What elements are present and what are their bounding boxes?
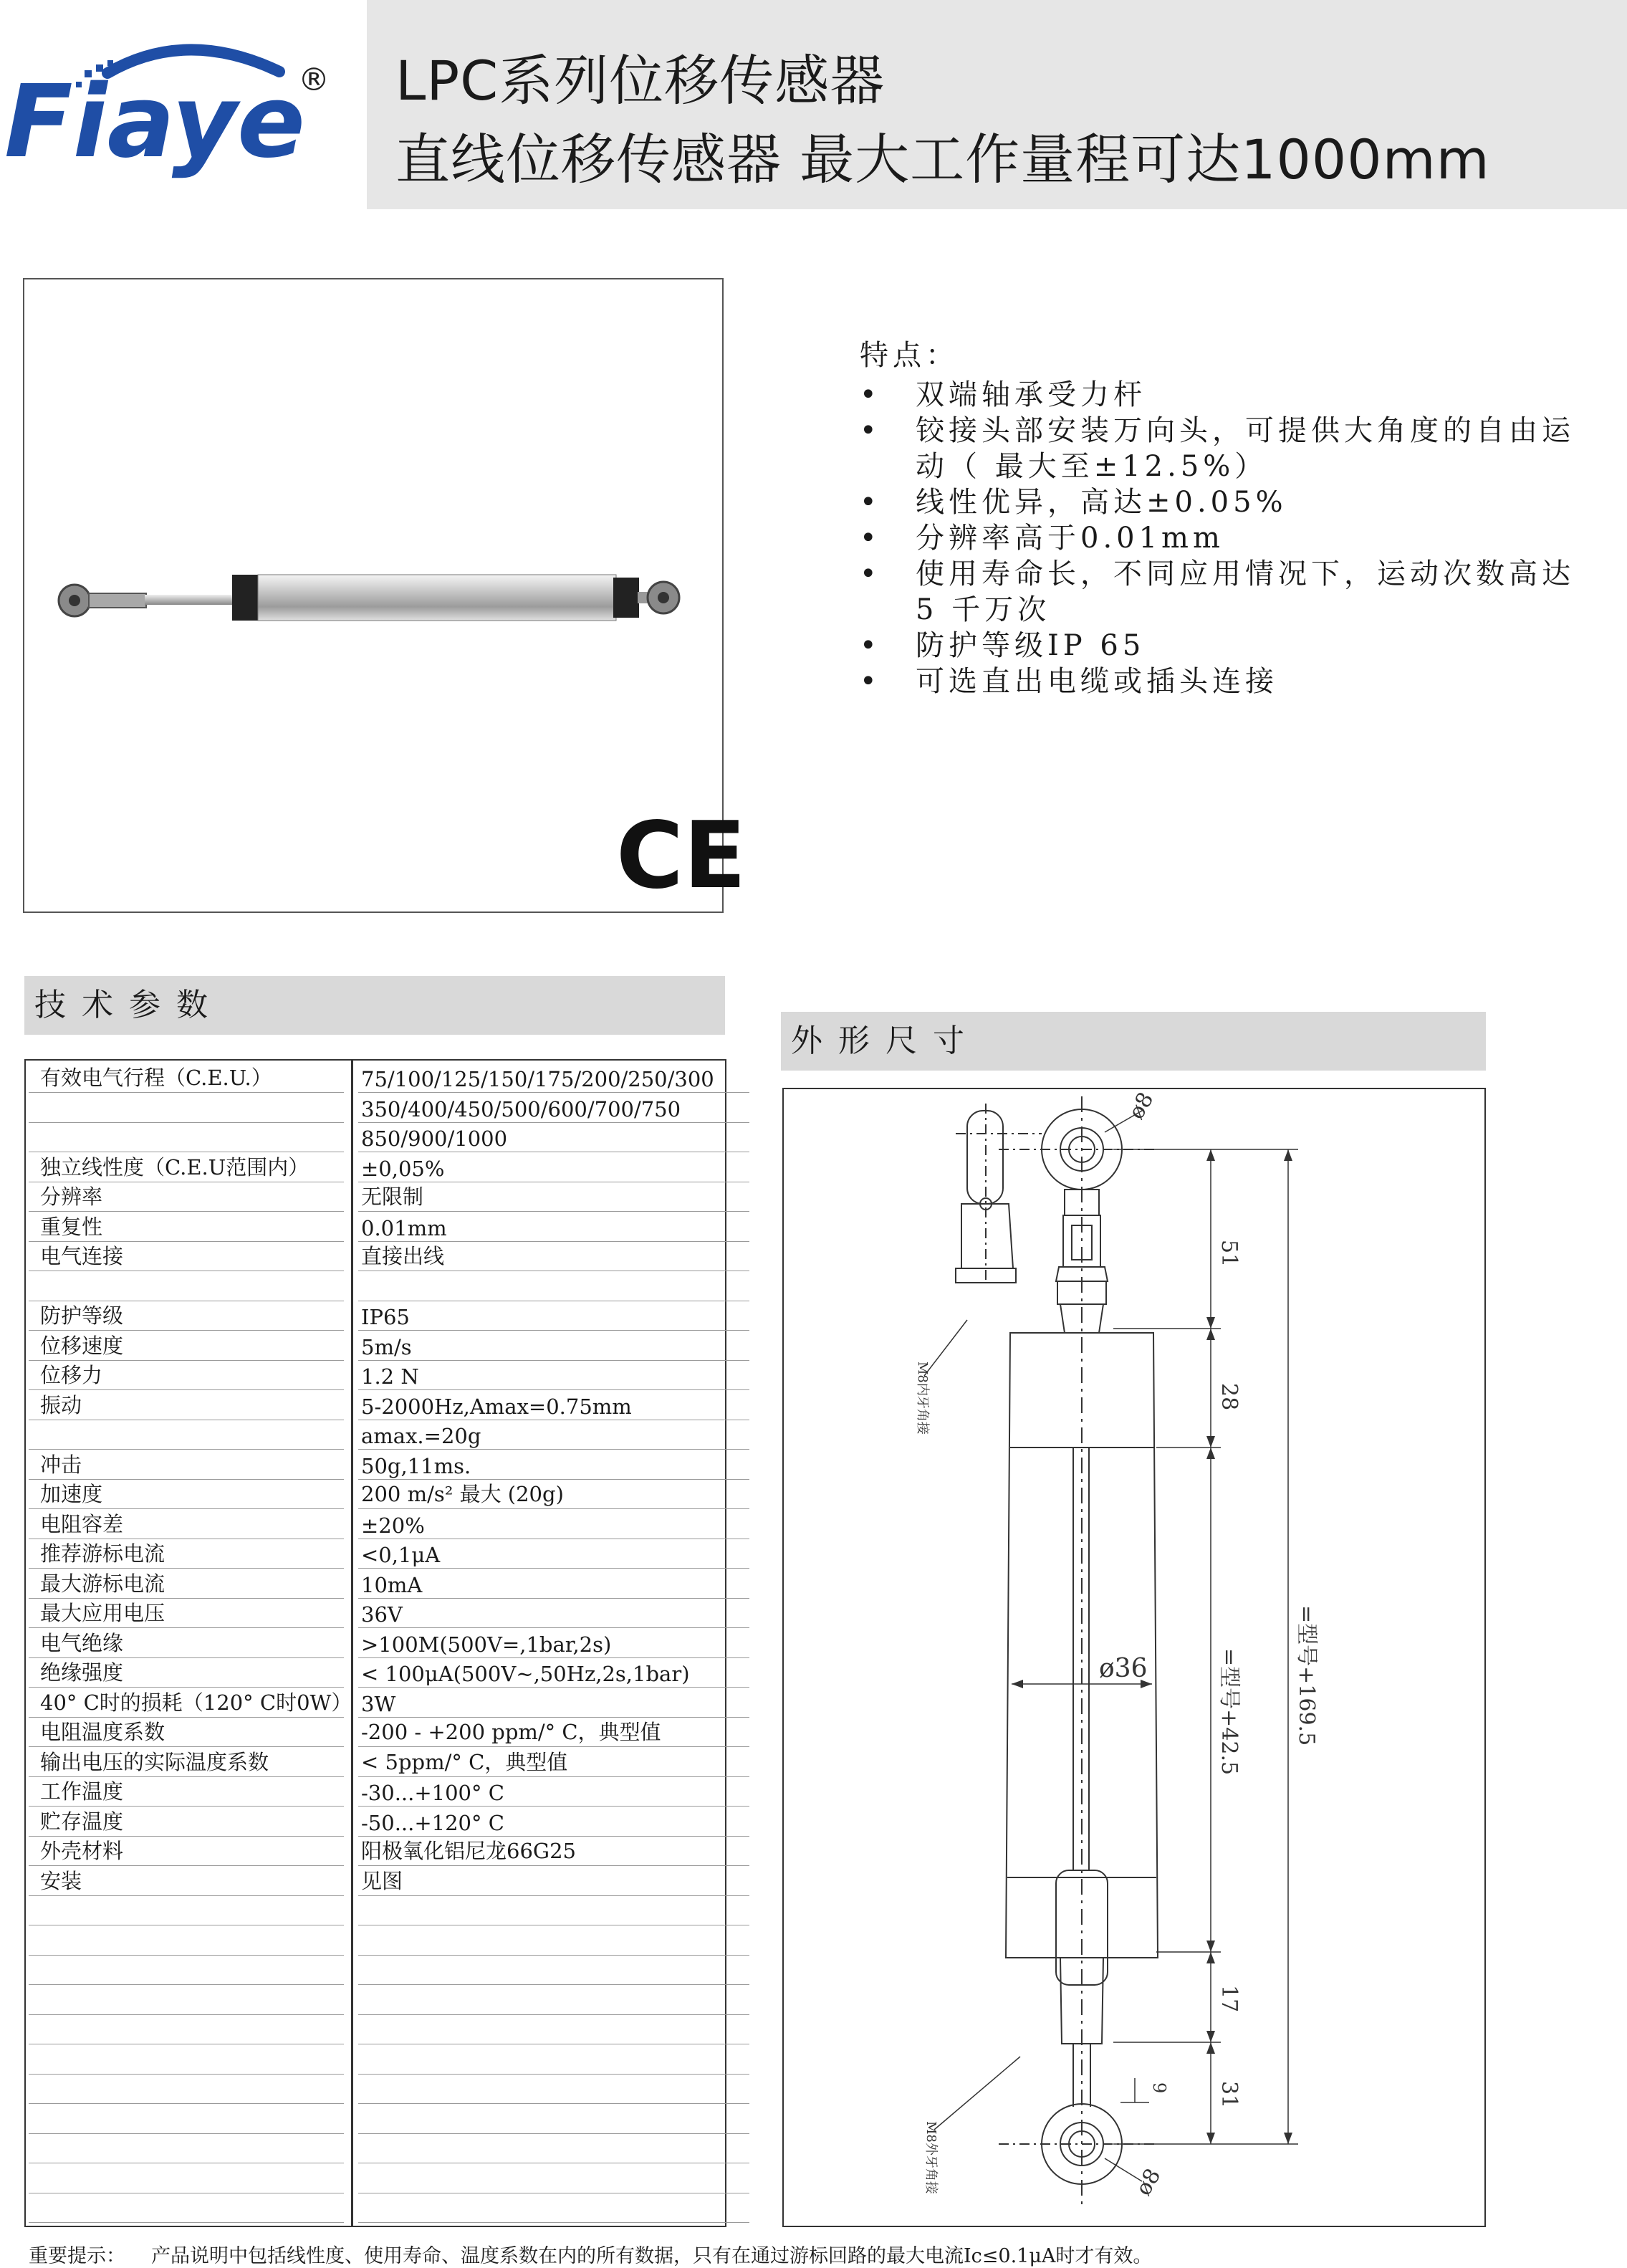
spec-row [29,1212,722,1242]
dimension-drawing [784,1089,1487,2229]
dim-body-diameter: ø36 [1099,1654,1148,1683]
spec-value: -50...+120° C [361,1810,504,1835]
spec-row [29,1569,722,1599]
spec-row [29,1777,722,1807]
spec-label: 推荐游标电流 [40,1541,165,1566]
spec-label: 有效电气行程（C.E.U.） [40,1066,272,1090]
spec-value: >100M(500V=,1bar,2s) [361,1632,612,1657]
spec-label: 位移速度 [40,1333,124,1358]
spec-row [29,1629,722,1658]
spec-row [29,1094,722,1123]
spec-value: <0,1μA [361,1543,441,1567]
spec-row [29,1599,722,1628]
feature-item: • 铰接头部安装万向头，可提供大角度的自由运动（ 最大至±12.5%） [860,413,1576,484]
spec-row [29,1658,722,1688]
spec-row [29,1182,722,1212]
spec-label: 输出电压的实际温度系数 [40,1749,269,1774]
product-image [24,279,747,914]
row-rule [29,2222,344,2223]
spec-label: 最大应用电压 [40,1601,165,1625]
footer-text: 产品说明中包括线性度、使用寿命、温度系数在内的所有数据，只有在通过游标回路的最大电流Ic≤0.1μA时才有效。 [151,2245,1153,2267]
spec-row [29,1510,722,1539]
spec-row [29,1420,722,1450]
spec-value: 0.01mm [361,1215,447,1240]
spec-row [29,2045,722,2075]
page-title-line1: LPC系列位移传感器 [395,49,886,113]
spec-label: 电阻容差 [40,1511,124,1536]
spec-row [29,1718,722,1747]
ce-mark: CE [616,803,747,909]
spec-value: 3W [361,1691,396,1716]
spec-label: 防护等级 [40,1303,124,1328]
footer-note [29,2240,1152,2268]
spec-value: 5m/s [361,1334,412,1359]
feature-item: • 防护等级IP 65 [860,628,1576,664]
spec-value: 1.2 N [361,1364,419,1389]
spec-row [29,1837,722,1866]
spec-row [29,1480,722,1509]
dimension-drawing-frame [782,1088,1486,2227]
spec-row [29,1867,722,1896]
spec-label: 外壳材料 [40,1839,124,1863]
spec-label: 分辨率 [40,1185,103,1209]
spec-label: 冲击 [40,1452,82,1477]
spec-value: IP65 [361,1305,410,1329]
feature-item: • 可选直出电缆或插头连接 [860,664,1576,699]
spec-value: < 5ppm/° C，典型值 [361,1749,568,1774]
dim-9: 9 [1149,2082,1169,2094]
spec-value: 36V [361,1602,403,1627]
dim-body-length: =型号+42.5 [1216,1648,1242,1776]
spec-label: 电气绝缘 [40,1630,124,1655]
spec-value: 50g,11ms. [361,1453,471,1478]
dim-17: 17 [1216,1985,1242,2013]
spec-row [29,1063,722,1093]
spec-row [29,1123,722,1152]
note-bottom-joint: M8外牙角接 [923,2121,939,2194]
spec-row [29,1242,722,1271]
spec-row [29,1688,722,1718]
spec-row [29,1926,722,1956]
spec-value: 200 m/s² 最大 (20g) [361,1482,564,1506]
spec-label: 独立线性度（C.E.U范围内） [40,1154,309,1180]
features-block [860,337,1576,699]
spec-label: 最大游标电流 [40,1571,165,1596]
product-photo-frame [23,278,747,913]
spec-row [29,1896,722,1925]
spec-value: 850/900/1000 [361,1126,508,1151]
feature-item: • 双端轴承受力杆 [860,377,1576,413]
spec-row [29,1272,722,1301]
spec-section-title: 技术参数 [24,976,725,1035]
spec-row [29,1391,722,1420]
spec-value: amax.=20g [361,1424,481,1448]
page-title-line2: 直线位移传感器 最大工作量程可达1000mm [395,128,1490,191]
footer-label: 重要提示： [29,2245,125,2267]
spec-value: 见图 [361,1868,403,1893]
spec-value: 10mA [361,1572,423,1597]
spec-row [29,1539,722,1569]
spec-value: 75/100/125/150/175/200/250/300 [361,1067,714,1091]
brand-name: Fiaye [4,64,305,181]
spec-label: 振动 [40,1392,82,1417]
dimension-section-title: 外形尺寸 [781,1012,1486,1071]
spec-row [29,1450,722,1480]
row-rule [358,2222,749,2223]
dim-31: 31 [1216,2081,1242,2109]
dim-top-diameter: ø8 [1123,1088,1159,1124]
spec-value: < 100μA(500V~,50Hz,2s,1bar) [361,1662,690,1686]
spec-label: 40° C时的损耗（120° C时0W） [40,1690,352,1715]
spec-value: -30...+100° C [361,1781,504,1805]
spec-row [29,2134,722,2163]
dim-bottom-diameter: ø8 [1131,2164,1166,2200]
feature-item: • 线性优异，高达±0.05% [860,484,1576,520]
feature-item: • 分辨率高于0.01mm [860,520,1576,556]
spec-label: 工作温度 [40,1779,124,1804]
spec-label: 贮存温度 [40,1809,124,1834]
spec-value: 无限制 [361,1185,424,1209]
note-top-joint: M8内牙角接 [915,1362,930,1435]
spec-label: 位移力 [40,1363,103,1387]
spec-value: 350/400/450/500/600/700/750 [361,1096,681,1121]
spec-label: 加速度 [40,1482,103,1506]
spec-label: 绝缘强度 [40,1660,124,1685]
spec-row [29,2105,722,2134]
dim-total-length: =型号+169.5 [1294,1605,1319,1746]
spec-row [29,1331,722,1361]
spec-value: 5-2000Hz,Amax=0.75mm [361,1394,632,1419]
spec-row [29,1956,722,1985]
spec-row [29,1748,722,1777]
registered-mark: ® [298,62,330,98]
spec-row [29,1361,722,1390]
spec-label: 电气连接 [40,1244,124,1268]
spec-row [29,2015,722,2044]
spec-label: 重复性 [40,1214,103,1239]
dim-28: 28 [1216,1383,1242,1411]
spec-value: 直接出线 [361,1244,445,1268]
spec-row [29,2075,722,2104]
feature-item: • 使用寿命长，不同应用情况下，运动次数高达5 千万次 [860,556,1576,628]
spec-row [29,2164,722,2193]
spec-row [29,1153,722,1182]
spec-value: ±0,05% [361,1156,445,1181]
spec-row [29,1807,722,1837]
spec-row [29,1301,722,1331]
spec-label: 安装 [40,1868,82,1893]
spec-value: -200 - +200 ppm/° C，典型值 [361,1720,661,1744]
features-list [860,377,1576,699]
spec-row [29,2193,722,2223]
spec-row [29,1986,722,2015]
brand-logo [0,29,358,179]
spec-label: 电阻温度系数 [40,1720,165,1744]
spec-value: ±20% [361,1513,425,1538]
dim-51: 51 [1216,1240,1242,1268]
spec-value: 阳极氧化铝尼龙66G25 [361,1839,576,1863]
features-title: 特点： [860,339,959,372]
